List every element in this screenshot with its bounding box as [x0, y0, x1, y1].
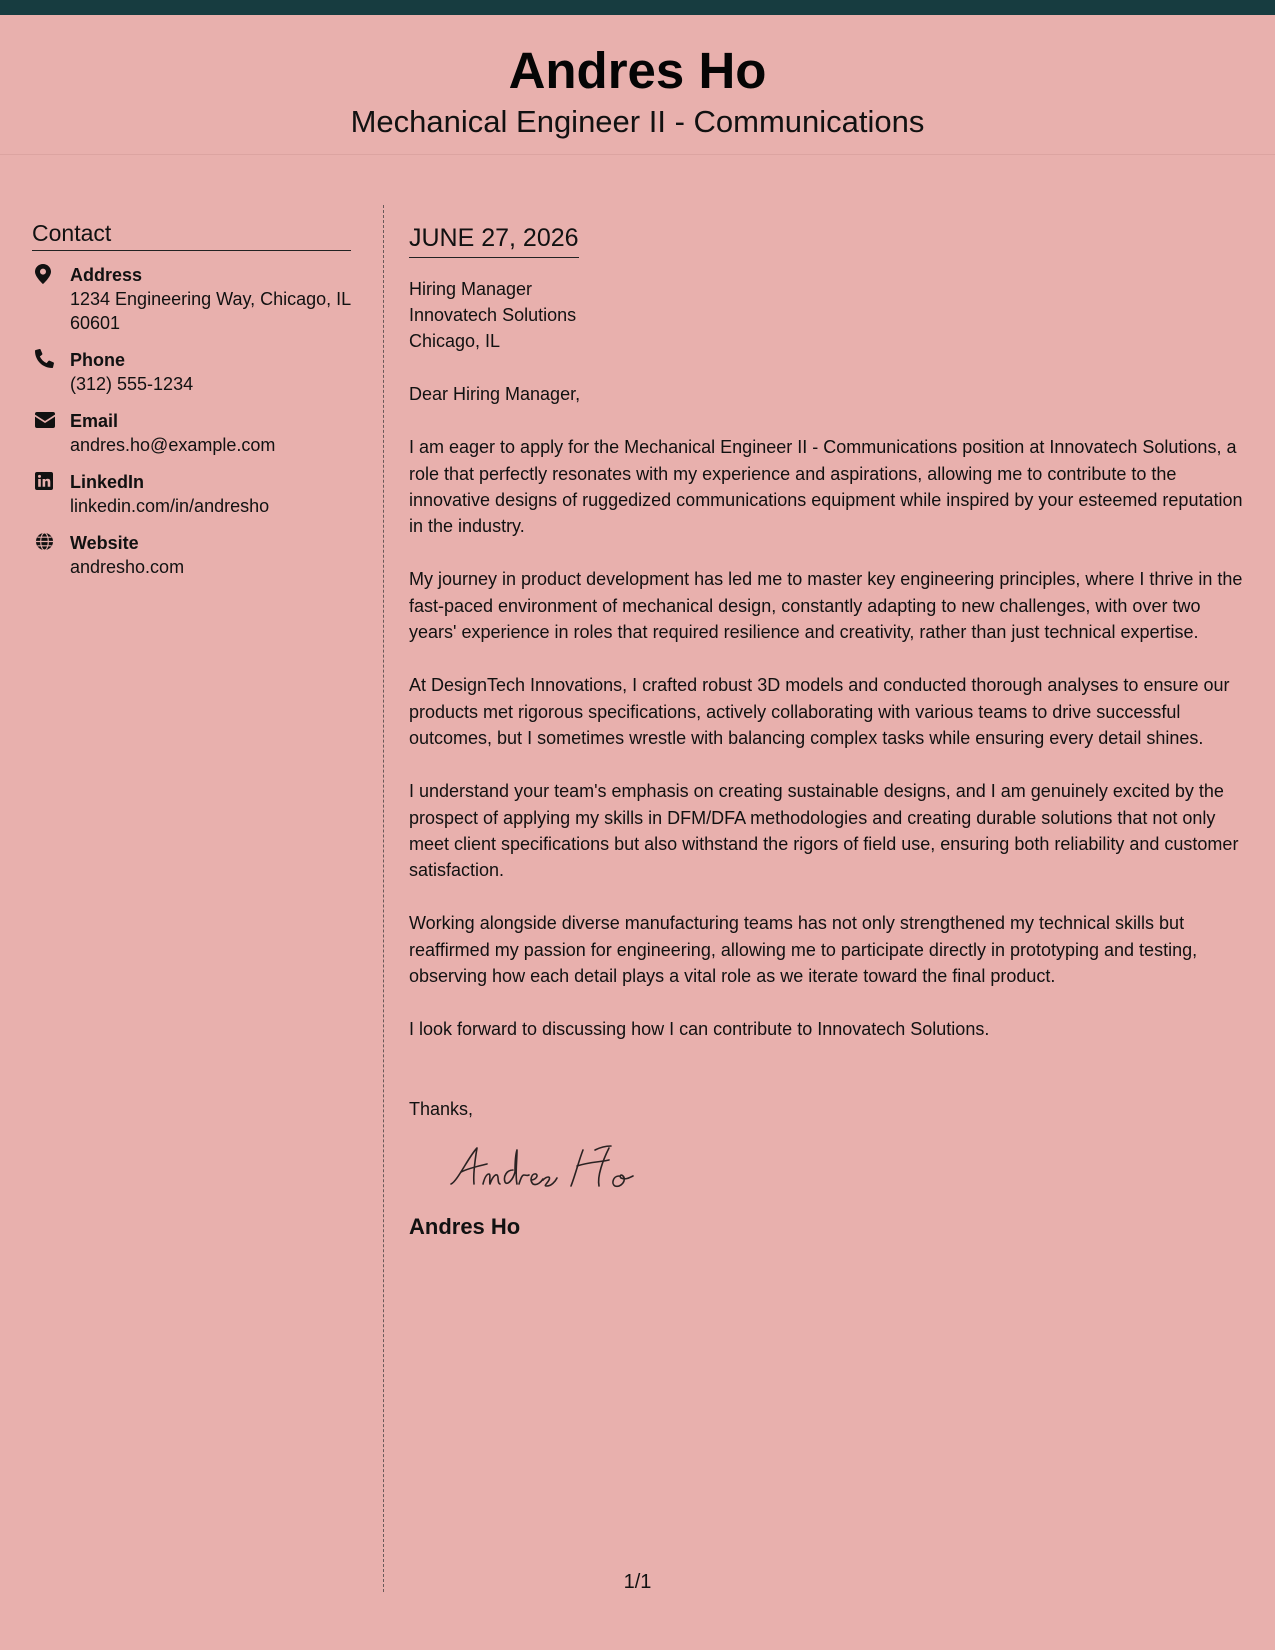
letter-date: JUNE 27, 2026 [409, 222, 579, 258]
letter-closing: Thanks, [409, 1098, 474, 1119]
contact-item-website [32, 531, 351, 579]
contact-label: Email [70, 410, 119, 431]
contact-sidebar [32, 220, 351, 592]
contact-item-email [32, 409, 351, 457]
phone-icon [32, 348, 70, 370]
contact-heading: Contact [32, 220, 351, 251]
page-header [0, 15, 1275, 155]
contact-value: andres.ho@example.com [70, 434, 276, 455]
contact-value: 1234 Engineering Way, Chicago, IL 60601 [70, 288, 351, 333]
salutation: Dear Hiring Manager, [409, 384, 581, 404]
contact-item-phone [32, 348, 351, 396]
letter-paragraph: I look forward to discussing how I can contribute to Innovatech Solutions. [409, 1019, 990, 1040]
letter-paragraph: At DesignTech Innovations, I crafted robust 3D models and conducted thorough analyses to ensure our products met rigorous specifications, actively collaborating with various teams to drive successful outcomes, but I sometimes wrestle with balancing complex tasks while ensuring every detail shines. [409, 675, 1230, 748]
letter-paragraph: I am eager to apply for the Mechanical Engineer II - Communications position at Innovatech Solutions, a role that perfectly resonates with my experience and aspirations, allowing me to contribute to the innovative designs of ruggedized communications equipment while inspired by your esteemed reputation in the industry. [409, 437, 1243, 537]
linkedin-icon [32, 470, 70, 492]
signer-name: Andres Ho [409, 1213, 521, 1239]
letter-paragraph: My journey in product development has led me to master key engineering principles, where I thrive in the fast-paced environment of mechanical design, constantly adapting to new challenges, with over two years' experience in roles that required resilience and creativity, rather than just technical expertise. [409, 569, 1243, 643]
envelope-icon [32, 409, 70, 431]
applicant-name: Andres Ho [508, 42, 767, 99]
letter-body [409, 222, 1249, 1240]
map-pin-icon [32, 263, 70, 285]
job-title: Mechanical Engineer II - Communications [350, 104, 925, 139]
letter-paragraph: I understand your team's emphasis on creating sustainable designs, and I am genuinely excited by the prospect of applying my skills in DFM/DFA methodologies and creating durable solutions that not only meet client specifications but also withstand the rigors of field use, ensuring both reliability and customer satisfaction. [409, 781, 1239, 881]
contact-label: Phone [70, 349, 126, 370]
globe-icon [32, 531, 70, 553]
recipient-line: Innovatech Solutions [409, 305, 577, 325]
recipient-line: Chicago, IL [409, 331, 501, 351]
handwritten-signature [447, 1142, 1249, 1202]
contact-label: Website [70, 532, 139, 553]
contact-value: andresho.com [70, 556, 185, 577]
contact-value: (312) 555-1234 [70, 373, 194, 394]
contact-item-address [32, 263, 351, 335]
top-accent-bar [0, 0, 1275, 15]
contact-label: Address [70, 264, 143, 285]
contact-item-linkedin [32, 470, 351, 518]
page-number: 1/1 [623, 1571, 652, 1593]
contact-label: LinkedIn [70, 471, 145, 492]
column-divider [383, 205, 384, 1592]
recipient-block [409, 276, 1249, 354]
recipient-line: Hiring Manager [409, 279, 533, 299]
letter-paragraph: Working alongside diverse manufacturing teams has not only strengthened my technical skills but reaffirmed my passion for engineering, allowing me to participate directly in prototyping and testing, observing how each detail plays a vital role as we iterate toward the final product. [409, 913, 1198, 987]
contact-value: linkedin.com/in/andresho [70, 495, 270, 516]
